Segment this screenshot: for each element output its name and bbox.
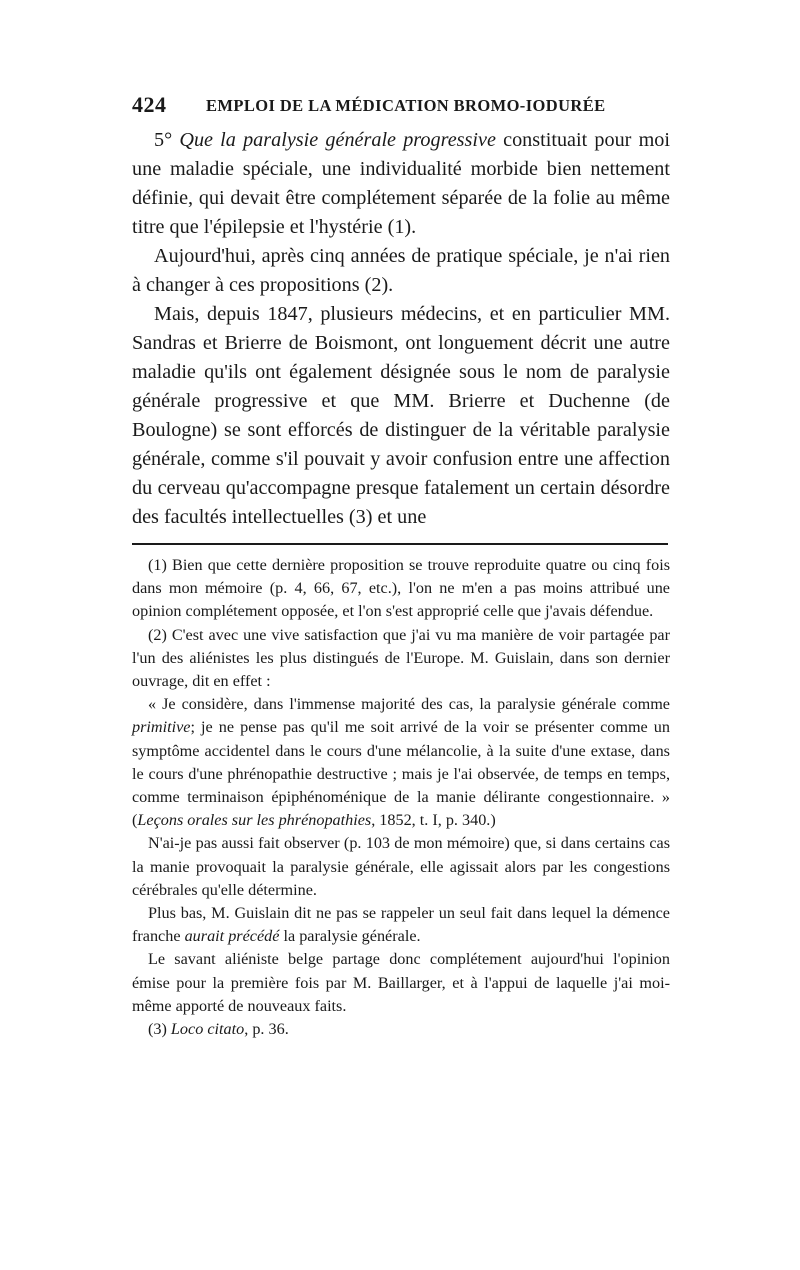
quote-text: ; je ne pense pas qu'il me soit arrivé de la voir se présenter comme un symptôme accidentel dans le cours d'une mélancolie, à la suite d'une extase, dans le cours d'une phrénopathie destructive ; mais je l'ai observée, de temps en temps, comme terminaison épiphénoménique de la manie délirante congestionnaire. » ( <box>132 718 670 830</box>
paragraph-3: Mais, depuis 1847, plusieurs médecins, et en particulier MM. Sandras et Brierre de Boismont, ont longuement décrit une autre maladie qu'ils ont également désignée sous le nom de paralysie générale progressive et que MM. Brierre et Duchenne (de Boulogne) se sont efforcés de distinguer de la véritable paralysie générale, comme s'il pouvait y avoir confusion entre une affection du cerveau qu'accompagne presque fatalement un certain désordre des facultés intellectuelles (3) et une <box>132 303 670 528</box>
italic-phrase: Que la paralysie générale progressive <box>179 129 496 151</box>
page-number: 424 <box>132 92 167 117</box>
note-italic: aurait précédé <box>184 927 280 946</box>
citation-title: Leçons orales sur les phrénopathies <box>137 811 372 830</box>
footnote-2-guislain <box>132 902 670 948</box>
note-text: Plus bas, M. Guislain dit ne pas se rappeler un seul fait dans lequel la démence franche <box>132 904 670 946</box>
running-title: EMPLOI DE LA MÉDICATION BROMO-IODURÉE <box>206 96 606 115</box>
paragraph-1 <box>132 126 670 242</box>
paragraph-text: constituait pour moi une maladie spéciale, une individualité morbide bien nettement définie, qui devait être complétement séparée de la folie au même titre que l'épilepsie et l'hystérie (1). <box>132 129 671 238</box>
note-text: , p. 36. <box>244 1020 289 1039</box>
footnote-2-continued: N'ai-je pas aussi fait observer (p. 103 de mon mémoire) que, si dans certains cas la manie provoquait la paralysie générale, elle agissait alors par les congestions cérébrales qu'elle détermine. <box>132 834 670 899</box>
quote-italic: primitive <box>132 718 191 737</box>
footnote-divider <box>132 543 668 545</box>
main-text <box>132 126 670 532</box>
citation-ref: , 1852, t. I, p. 340.) <box>371 811 496 830</box>
note-italic: Loco citato <box>170 1020 245 1039</box>
item-number: 5° <box>154 129 180 151</box>
note-number: (3) <box>148 1020 171 1039</box>
note-text: la paralysie générale. <box>279 927 421 946</box>
footnote-3 <box>132 1018 670 1041</box>
footnotes <box>132 554 670 1041</box>
footnote-1: (1) Bien que cette dernière proposition se trouve reproduite quatre ou cinq fois dans mon mémoire (p. 4, 66, 67, etc.), l'on ne m'en a pas moins attribué une opinion complétement opposée, et l'on s'est approprié celle que j'avais défendue. <box>132 556 670 621</box>
page-header <box>132 92 672 122</box>
paragraph-2: Aujourd'hui, après cinq années de pratique spéciale, je n'ai rien à changer à ces propositions (2). <box>132 245 670 296</box>
footnote-2-conclusion: Le savant aliéniste belge partage donc complétement aujourd'hui l'opinion émise pour la première fois par M. Baillarger, et à l'appui de laquelle j'ai moi-même apporté de nouveaux faits. <box>132 950 670 1015</box>
footnote-2-quote <box>132 693 670 832</box>
footnote-2: (2) C'est avec une vive satisfaction que j'ai vu ma manière de voir partagée par l'un des aliénistes les plus distingués de l'Europe. M. Guislain, dans son dernier ouvrage, dit en effet : <box>132 625 670 691</box>
quote-text: « Je considère, dans l'immense majorité des cas, la paralysie générale comme <box>148 695 670 714</box>
